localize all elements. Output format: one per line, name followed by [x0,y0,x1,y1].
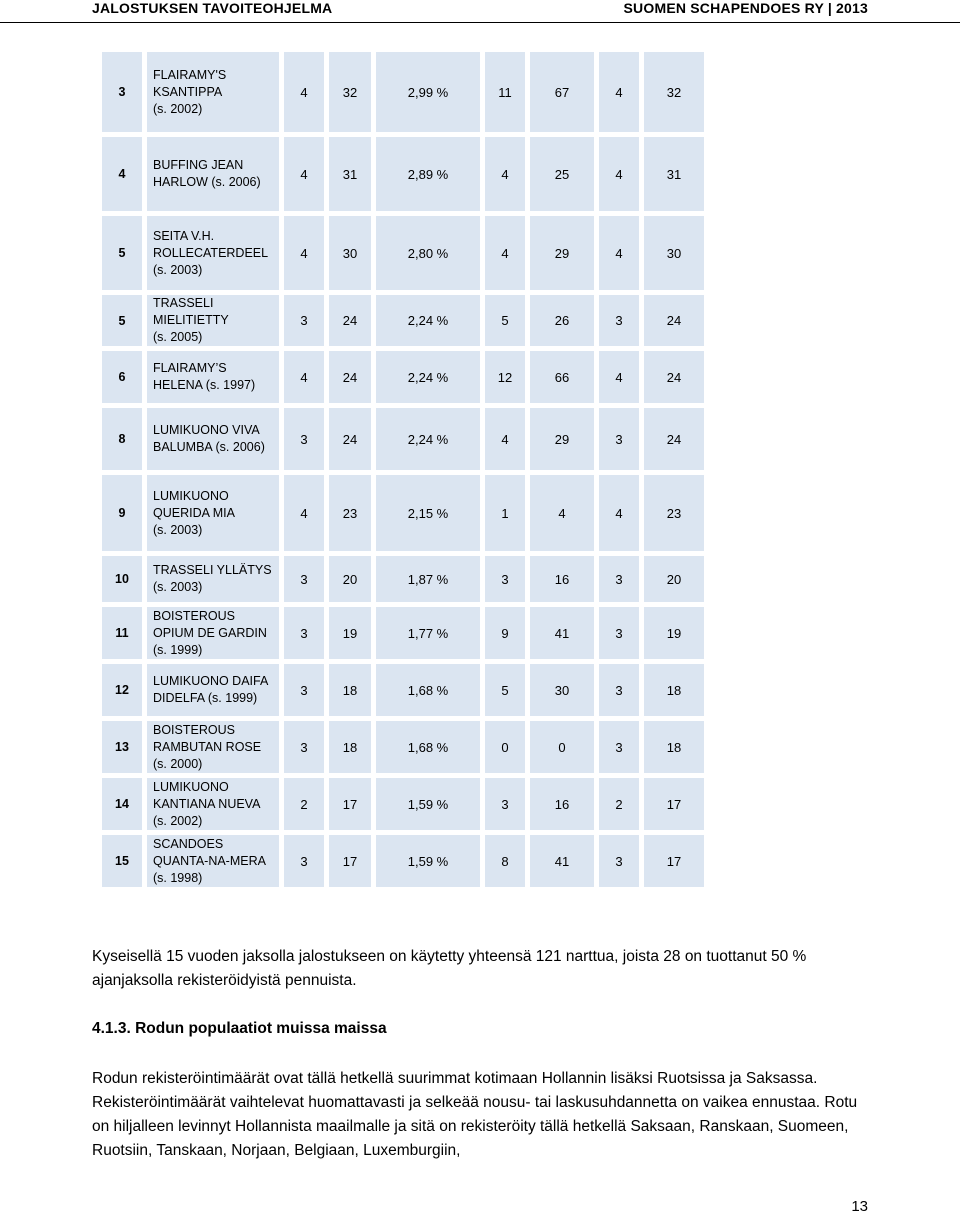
dog-name-cell [146,777,280,831]
table-row [101,294,705,347]
value-cell-c7: 23 [643,474,705,552]
value-cell-c1: 3 [283,407,325,471]
value-cell-c5: 67 [529,51,595,133]
table-row [101,136,705,212]
value-cell-c2: 17 [328,777,372,831]
value-cell-c2: 32 [328,51,372,133]
dog-name-line: LUMIKUONO [153,488,229,503]
value-cell-c7: 18 [643,663,705,717]
value-cell-c5: 26 [529,294,595,347]
value-cell-c3: 1,59 % [375,834,481,888]
value-cell-c4: 3 [484,555,526,603]
dog-name-line: KSANTIPPA [153,84,223,99]
rank-cell: 3 [101,51,143,133]
dog-name-line: OPIUM DE GARDIN [153,625,267,640]
value-cell-c2: 24 [328,407,372,471]
value-cell-c7: 17 [643,777,705,831]
rank-cell: 6 [101,350,143,404]
dog-name-line: (s. 1999) [153,642,203,657]
value-cell-c1: 4 [283,215,325,291]
value-cell-c4: 4 [484,215,526,291]
value-cell-c5: 0 [529,720,595,774]
value-cell-c4: 4 [484,407,526,471]
value-cell-c1: 3 [283,555,325,603]
value-cell-c5: 29 [529,407,595,471]
value-cell-c3: 1,68 % [375,720,481,774]
dog-name-line: FLAIRAMY'S [153,67,227,82]
dog-name-cell [146,555,280,603]
value-cell-c6: 2 [598,777,640,831]
value-cell-c4: 9 [484,606,526,660]
value-cell-c1: 4 [283,136,325,212]
table-row [101,407,705,471]
dog-name-line: BALUMBA (s. 2006) [153,440,265,454]
page-number: 13 [851,1198,868,1215]
dog-name-cell [146,136,280,212]
table-row [101,720,705,774]
value-cell-c1: 4 [283,51,325,133]
summary-paragraph: Kyseisellä 15 vuoden jaksolla jalostukseen on käytetty yhteensä 121 narttua, joista 28 on tuottanut 50 % ajanjaksolla rekisteröidyistä pennuista. [92,948,807,989]
value-cell-c2: 23 [328,474,372,552]
dog-name-line: HELENA (s. 1997) [153,378,256,392]
value-cell-c5: 30 [529,663,595,717]
value-cell-c7: 20 [643,555,705,603]
rank-cell: 14 [101,777,143,831]
dog-name-line: RAMBUTAN ROSE [153,739,262,754]
dog-name-line: (s. 2003) [153,580,203,594]
value-cell-c4: 4 [484,136,526,212]
value-cell-c3: 2,89 % [375,136,481,212]
table-row [101,777,705,831]
dog-name-line: FLAIRAMY’S [153,361,227,375]
value-cell-c4: 12 [484,350,526,404]
value-cell-c4: 8 [484,834,526,888]
value-cell-c5: 4 [529,474,595,552]
value-cell-c4: 3 [484,777,526,831]
dog-name-line: BOISTEROUS [153,608,235,623]
value-cell-c3: 1,77 % [375,606,481,660]
value-cell-c7: 17 [643,834,705,888]
dog-name-line: (s. 2002) [153,813,203,828]
dog-name-line: QUANTA-NA-MERA [153,853,266,868]
value-cell-c2: 30 [328,215,372,291]
rank-cell: 11 [101,606,143,660]
value-cell-c6: 4 [598,136,640,212]
rank-cell: 5 [101,294,143,347]
organization-year: SUOMEN SCHAPENDOES RY | 2013 [623,0,868,16]
value-cell-c6: 4 [598,350,640,404]
value-cell-c2: 20 [328,555,372,603]
value-cell-c2: 24 [328,294,372,347]
dog-name-cell [146,663,280,717]
value-cell-c6: 3 [598,407,640,471]
document-title: JALOSTUKSEN TAVOITEOHJELMA [92,0,333,16]
value-cell-c3: 1,59 % [375,777,481,831]
dog-name-line: LUMIKUONO DAIFA [153,674,269,688]
dog-name-line: (s. 2000) [153,756,203,771]
value-cell-c5: 41 [529,606,595,660]
value-cell-c1: 2 [283,777,325,831]
value-cell-c2: 31 [328,136,372,212]
value-cell-c3: 2,24 % [375,350,481,404]
table-row [101,663,705,717]
value-cell-c6: 3 [598,663,640,717]
value-cell-c1: 3 [283,720,325,774]
breeding-statistics-table [98,48,708,891]
dog-name-line: MIELITIETTY [153,313,229,327]
dog-name-cell [146,606,280,660]
value-cell-c6: 3 [598,834,640,888]
table-row [101,215,705,291]
value-cell-c5: 16 [529,555,595,603]
dog-name-line: ROLLECATERDEEL [153,245,269,260]
value-cell-c3: 2,24 % [375,407,481,471]
dog-name-cell [146,474,280,552]
dog-name-line: TRASSELI YLLÄTYS [153,563,272,577]
value-cell-c4: 11 [484,51,526,133]
value-cell-c2: 24 [328,350,372,404]
value-cell-c2: 18 [328,720,372,774]
dog-name-line: LUMIKUONO [153,779,229,794]
value-cell-c5: 66 [529,350,595,404]
value-cell-c5: 29 [529,215,595,291]
value-cell-c5: 16 [529,777,595,831]
dog-name-line: TRASSELI [153,296,214,310]
dog-name-line: (s. 2003) [153,522,203,537]
dog-name-line: DIDELFA (s. 1999) [153,691,258,705]
dog-name-line: BUFFING JEAN [153,158,244,172]
dog-name-line: (s. 1998) [153,870,203,885]
dog-name-cell [146,350,280,404]
value-cell-c1: 3 [283,606,325,660]
table-row [101,51,705,133]
dog-name-cell [146,407,280,471]
value-cell-c1: 4 [283,474,325,552]
dog-name-cell [146,834,280,888]
dog-name-cell [146,51,280,133]
dog-name-line: LUMIKUONO VIVA [153,423,260,437]
rank-cell: 15 [101,834,143,888]
table-row [101,834,705,888]
value-cell-c7: 19 [643,606,705,660]
value-cell-c4: 5 [484,663,526,717]
dog-name-cell [146,215,280,291]
value-cell-c1: 3 [283,294,325,347]
value-cell-c3: 2,15 % [375,474,481,552]
value-cell-c3: 1,87 % [375,555,481,603]
value-cell-c4: 5 [484,294,526,347]
dog-name-line: (s. 2002) [153,101,203,116]
value-cell-c7: 24 [643,407,705,471]
value-cell-c3: 2,24 % [375,294,481,347]
dog-name-cell [146,294,280,347]
value-cell-c1: 3 [283,663,325,717]
value-cell-c7: 32 [643,51,705,133]
value-cell-c2: 17 [328,834,372,888]
section-paragraph: Rodun rekisteröintimäärät ovat tällä hetkellä suurimmat kotimaan Hollannin lisäksi Ruotsissa ja Saksassa. Rekisteröintimäärät vaihtelevat huomattavasti ja selkeää nousu- tai laskusuhdannetta on vaikea ennustaa. Rotu on hiljalleen levinnyt Hollannista maailmalle ja sitä on rekisteröity tällä hetkellä Saksaan, Ranskaan, Suomeen, Ruotsiin, Tanskaan, Norjaan, Belgiaan, Luxemburgiin, [92,1070,858,1159]
rank-cell: 8 [101,407,143,471]
value-cell-c2: 19 [328,606,372,660]
dog-name-line: (s. 2005) [153,330,203,344]
value-cell-c2: 18 [328,663,372,717]
value-cell-c4: 1 [484,474,526,552]
value-cell-c6: 4 [598,474,640,552]
rank-cell: 10 [101,555,143,603]
table-row [101,555,705,603]
table-row [101,474,705,552]
dog-name-line: SEITA V.H. [153,228,215,243]
value-cell-c6: 4 [598,215,640,291]
rank-cell: 9 [101,474,143,552]
value-cell-c6: 3 [598,294,640,347]
dog-name-line: (s. 2003) [153,262,203,277]
value-cell-c4: 0 [484,720,526,774]
dog-name-line: QUERIDA MIA [153,505,235,520]
value-cell-c3: 2,80 % [375,215,481,291]
rank-cell: 4 [101,136,143,212]
value-cell-c6: 3 [598,720,640,774]
value-cell-c6: 3 [598,606,640,660]
dog-name-line: BOISTEROUS [153,722,235,737]
dog-name-line: KANTIANA NUEVA [153,796,261,811]
value-cell-c7: 31 [643,136,705,212]
value-cell-c6: 4 [598,51,640,133]
value-cell-c6: 3 [598,555,640,603]
value-cell-c5: 25 [529,136,595,212]
dog-name-line: HARLOW (s. 2006) [153,175,261,189]
section-heading: 4.1.3. Rodun populaatiot muissa maissa [92,1020,387,1037]
rank-cell: 13 [101,720,143,774]
dog-name-cell [146,720,280,774]
table-body [101,51,705,888]
value-cell-c1: 3 [283,834,325,888]
value-cell-c7: 18 [643,720,705,774]
value-cell-c5: 41 [529,834,595,888]
value-cell-c1: 4 [283,350,325,404]
value-cell-c3: 2,99 % [375,51,481,133]
dog-name-line: SCANDOES [153,836,224,851]
rank-cell: 12 [101,663,143,717]
page-header [0,0,960,23]
rank-cell: 5 [101,215,143,291]
value-cell-c7: 30 [643,215,705,291]
value-cell-c7: 24 [643,350,705,404]
table-row [101,606,705,660]
table-row [101,350,705,404]
value-cell-c3: 1,68 % [375,663,481,717]
value-cell-c7: 24 [643,294,705,347]
